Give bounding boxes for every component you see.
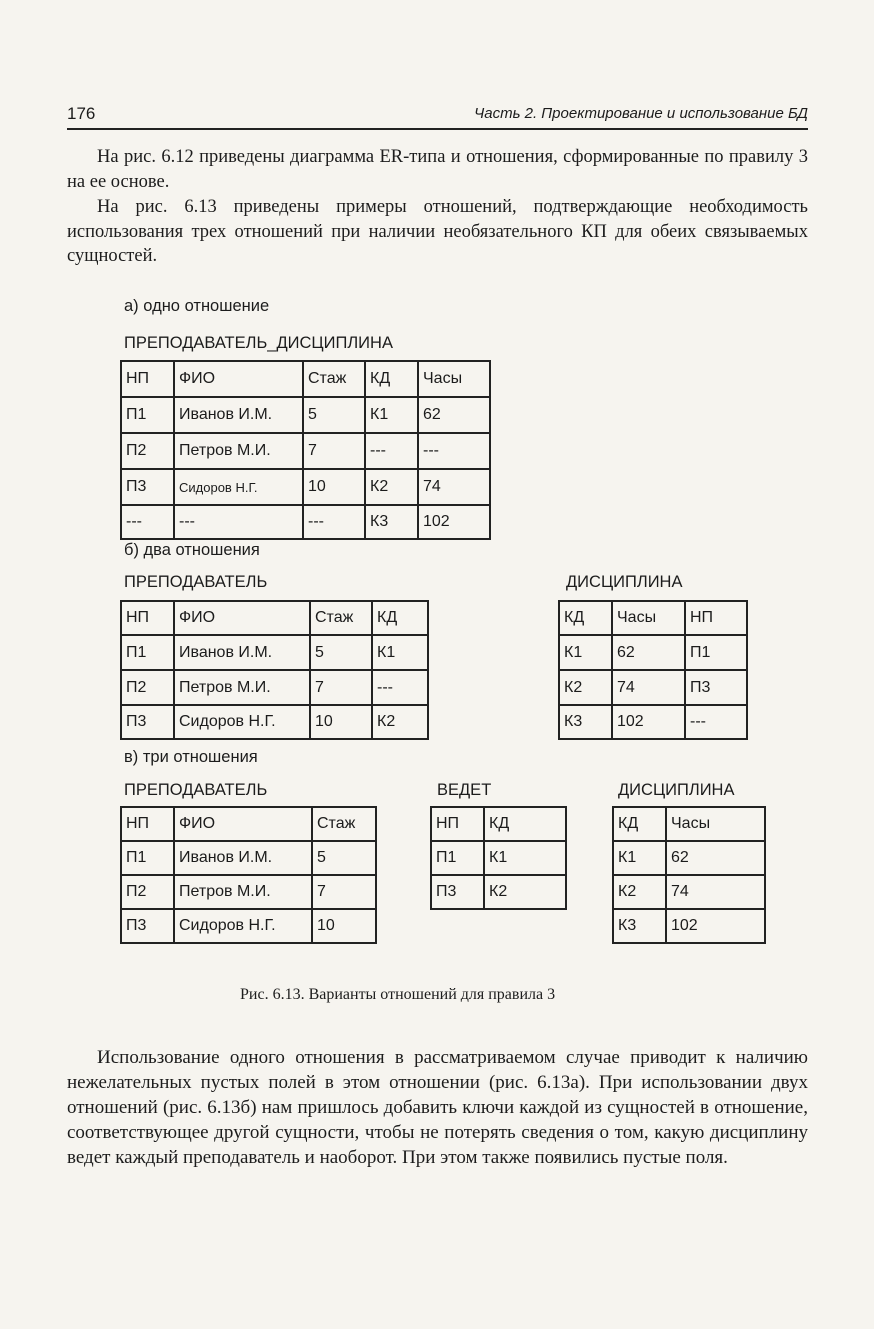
column-header: НП bbox=[121, 361, 174, 397]
table-cell: П1 bbox=[431, 841, 484, 875]
table-cell: К1 bbox=[372, 635, 428, 670]
table-cell: 62 bbox=[666, 841, 765, 875]
table-b-discipline bbox=[558, 600, 748, 740]
table-cell: П1 bbox=[121, 397, 174, 433]
paragraph-intro-2: На рис. 6.13 приведены примеры отношений, подтверждающие необходимость использования трех отношений при наличии необязательного КП для обеих связываемых сущностей. bbox=[67, 197, 808, 266]
table-cell: --- bbox=[121, 505, 174, 539]
column-header: ФИО bbox=[174, 361, 303, 397]
table-b-teacher-title: ПРЕПОДАВАТЕЛЬ bbox=[124, 573, 268, 591]
table-cell: Петров М.И. bbox=[174, 875, 312, 909]
table-cell: П2 bbox=[121, 433, 174, 469]
section-c-label: в) три отношения bbox=[124, 748, 258, 766]
table-cell: Сидоров Н.Г. bbox=[174, 909, 312, 943]
table-c-discipline bbox=[612, 806, 766, 944]
table-cell: К2 bbox=[613, 875, 666, 909]
table-cell: К3 bbox=[559, 705, 612, 739]
table-cell: К3 bbox=[613, 909, 666, 943]
table-cell: П3 bbox=[685, 670, 747, 705]
table-cell: К1 bbox=[613, 841, 666, 875]
column-header: НП bbox=[685, 601, 747, 635]
table-cell: 62 bbox=[612, 635, 685, 670]
table-cell: К2 bbox=[559, 670, 612, 705]
table-c-leads-title: ВЕДЕТ bbox=[437, 781, 492, 799]
table-cell: К1 bbox=[559, 635, 612, 670]
table-cell: 5 bbox=[312, 841, 376, 875]
table-b-discipline-title: ДИСЦИПЛИНА bbox=[566, 573, 683, 591]
table-cell: П3 bbox=[431, 875, 484, 909]
table-cell: К2 bbox=[372, 705, 428, 739]
running-title: Часть 2. Проектирование и использование БД bbox=[474, 105, 808, 122]
table-c-teacher bbox=[120, 806, 377, 944]
column-header: Стаж bbox=[310, 601, 372, 635]
column-header: КД bbox=[613, 807, 666, 841]
table-row bbox=[613, 841, 765, 875]
table-row bbox=[559, 670, 747, 705]
table-cell: П2 bbox=[121, 670, 174, 705]
column-header: КД bbox=[365, 361, 418, 397]
column-header: КД bbox=[559, 601, 612, 635]
section-a-label: а) одно отношение bbox=[124, 297, 270, 315]
table-cell: 10 bbox=[303, 469, 365, 505]
table-cell: Иванов И.М. bbox=[174, 841, 312, 875]
column-header: Часы bbox=[666, 807, 765, 841]
table-cell: П3 bbox=[121, 705, 174, 739]
table-row bbox=[559, 635, 747, 670]
column-header: КД bbox=[484, 807, 566, 841]
table-cell: 5 bbox=[303, 397, 365, 433]
table-row bbox=[613, 909, 765, 943]
table-cell: Иванов И.М. bbox=[174, 397, 303, 433]
table-row bbox=[431, 841, 566, 875]
table-cell: --- bbox=[418, 433, 490, 469]
table-cell: К2 bbox=[484, 875, 566, 909]
table-cell: --- bbox=[372, 670, 428, 705]
table-cell: 102 bbox=[666, 909, 765, 943]
table-row bbox=[121, 909, 376, 943]
table-row bbox=[121, 635, 428, 670]
table-header-row bbox=[559, 601, 747, 635]
table-row bbox=[121, 397, 490, 433]
table-row bbox=[121, 705, 428, 739]
table-cell: П1 bbox=[121, 841, 174, 875]
table-row bbox=[559, 705, 747, 739]
table-cell: 74 bbox=[418, 469, 490, 505]
column-header: ФИО bbox=[174, 601, 310, 635]
table-row bbox=[121, 670, 428, 705]
paragraph-intro-1: На рис. 6.12 приведены диаграмма ER-типа и отношения, сформированные по правилу 3 на ее основе. bbox=[67, 147, 808, 192]
table-cell: Сидоров Н.Г. bbox=[174, 705, 310, 739]
table-header-row bbox=[121, 601, 428, 635]
table-cell: 10 bbox=[312, 909, 376, 943]
table-b-teacher bbox=[120, 600, 429, 740]
table-cell: Петров М.И. bbox=[174, 433, 303, 469]
column-header: КД bbox=[372, 601, 428, 635]
table-row bbox=[431, 875, 566, 909]
page-header bbox=[67, 104, 808, 130]
table-cell: --- bbox=[685, 705, 747, 739]
table-header-row bbox=[121, 807, 376, 841]
table-row bbox=[121, 875, 376, 909]
table-cell: 102 bbox=[418, 505, 490, 539]
page-number: 176 bbox=[67, 104, 96, 123]
table-header-row bbox=[431, 807, 566, 841]
table-cell: К3 bbox=[365, 505, 418, 539]
table-cell: П1 bbox=[685, 635, 747, 670]
table-cell: Иванов И.М. bbox=[174, 635, 310, 670]
table-cell: К1 bbox=[365, 397, 418, 433]
column-header: НП bbox=[431, 807, 484, 841]
table-cell: Петров М.И. bbox=[174, 670, 310, 705]
table-header-row bbox=[613, 807, 765, 841]
table-row bbox=[121, 433, 490, 469]
table-cell: 5 bbox=[310, 635, 372, 670]
table-c-teacher-title: ПРЕПОДАВАТЕЛЬ bbox=[124, 781, 268, 799]
column-header: НП bbox=[121, 807, 174, 841]
table-a-title: ПРЕПОДАВАТЕЛЬ_ДИСЦИПЛИНА bbox=[124, 334, 393, 352]
column-header: Часы bbox=[418, 361, 490, 397]
table-cell: П3 bbox=[121, 469, 174, 505]
table-cell: К1 bbox=[484, 841, 566, 875]
table-cell: 74 bbox=[666, 875, 765, 909]
table-teacher-discipline bbox=[120, 360, 491, 540]
table-cell: 102 bbox=[612, 705, 685, 739]
section-b-label: б) два отношения bbox=[124, 541, 260, 559]
table-cell: Сидоров Н.Г. bbox=[174, 469, 303, 505]
column-header: Стаж bbox=[303, 361, 365, 397]
table-c-discipline-title: ДИСЦИПЛИНА bbox=[618, 781, 735, 799]
table-cell: К2 bbox=[365, 469, 418, 505]
table-c-leads bbox=[430, 806, 567, 910]
table-cell: П1 bbox=[121, 635, 174, 670]
column-header: Часы bbox=[612, 601, 685, 635]
table-header-row bbox=[121, 361, 490, 397]
table-row bbox=[121, 841, 376, 875]
table-row bbox=[121, 505, 490, 539]
column-header: НП bbox=[121, 601, 174, 635]
table-cell: П2 bbox=[121, 875, 174, 909]
table-cell: 10 bbox=[310, 705, 372, 739]
table-cell: 74 bbox=[612, 670, 685, 705]
column-header: Стаж bbox=[312, 807, 376, 841]
table-cell: 7 bbox=[312, 875, 376, 909]
table-cell: 62 bbox=[418, 397, 490, 433]
table-cell: П3 bbox=[121, 909, 174, 943]
table-cell: --- bbox=[303, 505, 365, 539]
column-header: ФИО bbox=[174, 807, 312, 841]
table-cell: 7 bbox=[310, 670, 372, 705]
paragraph-body: Использование одного отношения в рассматриваемом случае приводит к наличию нежелательных пустых полей в этом отношении (рис. 6.13а). При использовании двух отношений (рис. 6.13б) нам пришлось добавить ключи каждой из сущностей в отношение, соответствующее другой сущности, чтобы не потерять сведения о том, какую дисциплину ведет каждый преподаватель и наоборот. При этом также появились пустые поля. bbox=[67, 1047, 808, 1168]
table-row bbox=[121, 469, 490, 505]
table-cell: --- bbox=[174, 505, 303, 539]
table-row bbox=[613, 875, 765, 909]
figure-caption: Рис. 6.13. Варианты отношений для правила 3 bbox=[240, 986, 556, 1003]
table-cell: --- bbox=[365, 433, 418, 469]
table-cell: 7 bbox=[303, 433, 365, 469]
